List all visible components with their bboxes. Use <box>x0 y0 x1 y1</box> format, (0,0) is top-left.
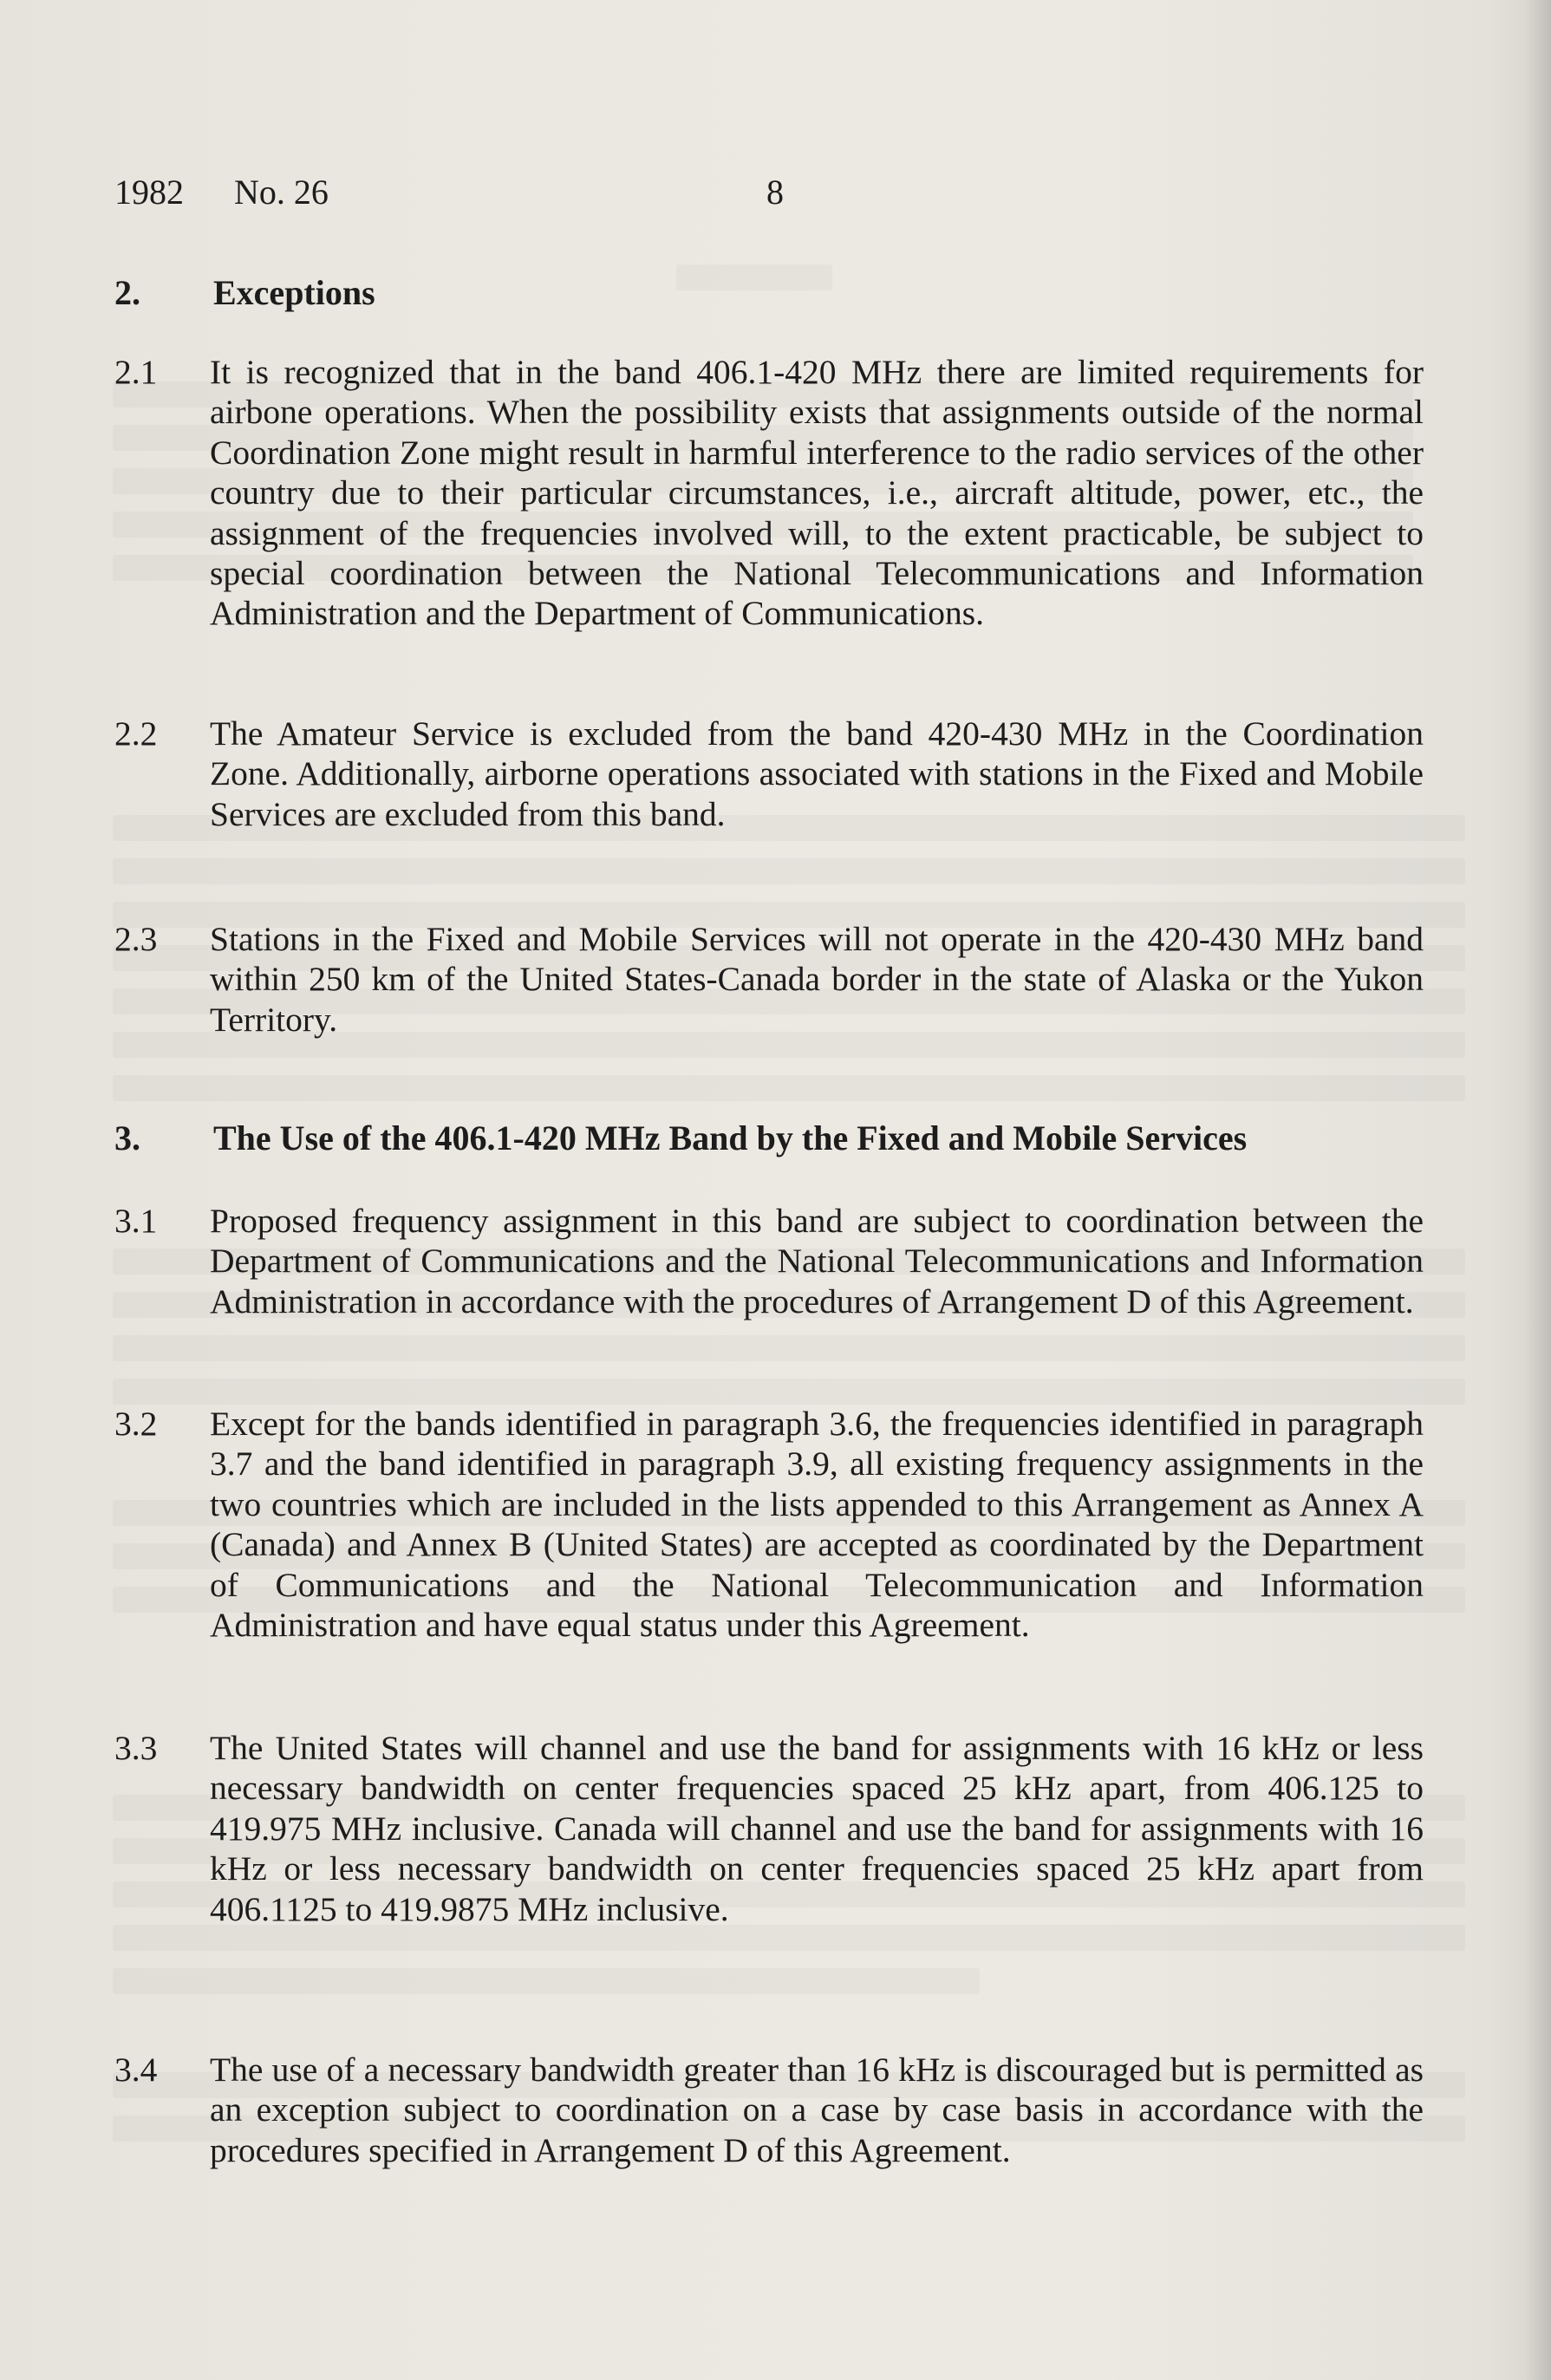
paragraph-text: The United States will channel and use the band for assignments with 16 kHz or less necessary bandwidth on center frequencies spaced 25 kHz apart, from 406.125 to 419.975 MHz inclusive. Canada will channel and use the band for assignments with 16 kHz or less necessary bandwidth on center frequencies spaced 25 kHz apart from 406.1125 to 419.9875 MHz inclusive. <box>210 1729 1424 1928</box>
paragraph-3-2 <box>114 1404 1424 1645</box>
header-number: No. 26 <box>234 173 329 212</box>
page-edge-shadow <box>1525 0 1551 2380</box>
paragraph-3-4 <box>114 2050 1424 2170</box>
paragraph-number: 3.3 <box>114 1729 158 1767</box>
paragraph-text: The use of a necessary bandwidth greater than 16 kHz is discouraged but is permitted as an exception subject to coordination on a case by case basis in accordance with the procedures specified in Arrangement D of this Agreement. <box>210 2051 1424 2169</box>
paragraph-number: 3.2 <box>114 1405 158 1443</box>
paragraph-number: 2.1 <box>114 353 158 391</box>
header-year: 1982 <box>114 173 184 212</box>
section-number: 2. <box>114 273 140 312</box>
paragraph-text: Except for the bands identified in paragraph 3.6, the frequencies identified in paragraph 3.7 and the band identified in paragraph 3.9, all existing frequency assignments in the two countries which are included in the lists appended to this Arrangement as Annex A (Canada) and Annex B (United States) are accepted as coordinated by the Department of Communications and the National Telecommunication and Information Administration and have equal status under this Agreement. <box>210 1405 1424 1645</box>
section-title: The Use of the 406.1-420 MHz Band by the Fixed and Mobile Services <box>213 1118 1248 1157</box>
paragraph-number: 2.3 <box>114 920 158 958</box>
paragraph-2-3 <box>114 919 1424 1040</box>
paragraph-3-3 <box>114 1728 1424 1929</box>
paragraph-number: 3.1 <box>114 1202 158 1240</box>
page-number: 8 <box>766 173 784 212</box>
paragraph-text: It is recognized that in the band 406.1-420 MHz there are limited requirements for airbone operations. When the possibility exists that assignments outside of the normal Coordination Zone might result in harmful interference to the radio services of the other country due to their particular circumstances, i.e., aircraft altitude, power, etc., the assignment of the frequencies involved will, to the extent practicable, be subject to special coordination between the National Telecommunications and Information Administration and the Department of Communications. <box>210 353 1424 633</box>
paragraph-text: Proposed frequency assignment in this band are subject to coordination between the Department of Communications and the National Telecommunications and Information Administration in accordance with the procedures of Arrangement D of this Agreement. <box>210 1202 1424 1320</box>
paragraph-number: 2.2 <box>114 714 158 753</box>
paragraph-text: Stations in the Fixed and Mobile Services will not operate in the 420-430 MHz band within 250 km of the United States-Canada border in the state of Alaska or the Yukon Territory. <box>210 920 1424 1039</box>
paragraph-number: 3.4 <box>114 2051 158 2089</box>
paragraph-text: The Amateur Service is excluded from the band 420-430 MHz in the Coordination Zone. Additionally, airborne operations associated with stations in the Fixed and Mobile Services are excluded from this band. <box>210 714 1424 833</box>
paragraph-2-1 <box>114 352 1424 634</box>
section-number: 3. <box>114 1118 140 1157</box>
section-title: Exceptions <box>213 273 375 312</box>
paragraph-3-1 <box>114 1201 1424 1321</box>
paragraph-2-2 <box>114 714 1424 834</box>
